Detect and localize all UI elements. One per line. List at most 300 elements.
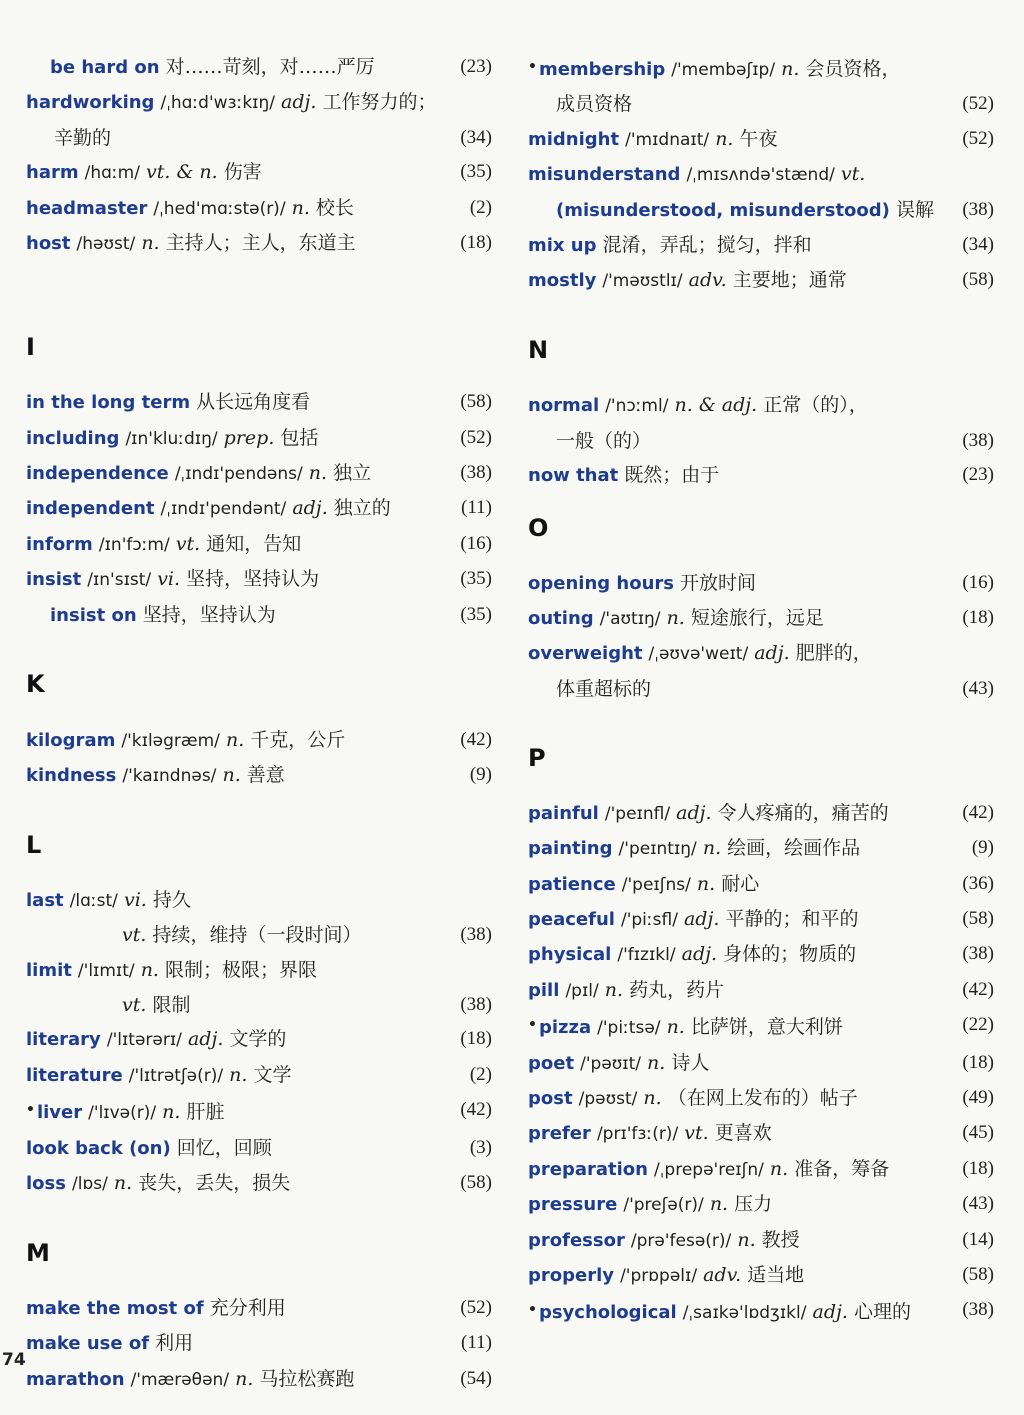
part-of-speech: vt. [840, 163, 866, 186]
entry-body [26, 155, 460, 190]
part-of-speech: vt. [175, 532, 201, 555]
definition: 短途旅行，远足 [690, 607, 824, 630]
glossary-entry [528, 263, 994, 298]
definition: 校长 [315, 196, 354, 219]
entry-body [556, 672, 962, 706]
page-reference: (38) [962, 1299, 994, 1321]
headword: look back (on) [26, 1137, 171, 1159]
section-letter: M [26, 1238, 50, 1267]
entry-body [556, 193, 962, 228]
part-of-speech: n. [666, 1016, 685, 1039]
page-reference: (42) [460, 1099, 492, 1121]
page-reference: (42) [460, 728, 492, 750]
entry-body [26, 421, 460, 456]
glossary-entry [26, 953, 492, 988]
entry-body [528, 122, 962, 157]
headword: independent [26, 498, 155, 520]
part-of-speech: n. [643, 1086, 662, 1109]
entry-body [26, 562, 460, 597]
page-reference: (58) [962, 1263, 994, 1285]
part-of-speech: vt. & n. [146, 161, 218, 184]
entry-body [528, 1152, 962, 1187]
page-reference: (58) [962, 269, 994, 291]
headword: literary [26, 1029, 101, 1051]
part-of-speech: n. [140, 958, 159, 981]
page-number: 74 [2, 1350, 26, 1370]
entry-body [26, 1022, 460, 1057]
entry-body [528, 937, 962, 972]
phonetic: /lɒs/ [72, 1173, 108, 1194]
entry-continuation [528, 193, 994, 228]
glossary-entry [26, 226, 492, 261]
definition: 会员资格， [805, 58, 901, 80]
definition: 更喜欢 [714, 1122, 772, 1145]
glossary-entry [528, 831, 994, 866]
glossary-entry [26, 385, 492, 420]
entry-body [528, 902, 962, 937]
definition: 既然；由于 [624, 464, 720, 487]
headword: in the long term [26, 392, 191, 414]
spacer [26, 793, 492, 827]
definition: 开放时间 [680, 571, 757, 594]
page-reference: (54) [460, 1367, 492, 1389]
page-reference: (35) [460, 161, 492, 183]
phonetic: /'mærəθən/ [130, 1369, 230, 1390]
part-of-speech: n. [666, 607, 685, 630]
entry-body [26, 191, 470, 226]
entry-body [528, 636, 994, 671]
entry-body [528, 796, 962, 831]
spacer [528, 299, 994, 333]
page-reference: (43) [962, 1193, 994, 1215]
page-reference: (18) [460, 232, 492, 254]
definition: 辛勤的 [54, 126, 112, 149]
definition: 独立的 [333, 497, 391, 520]
definition: 适当地 [747, 1263, 805, 1286]
page-reference: (36) [962, 872, 994, 894]
part-of-speech: n. [308, 462, 328, 485]
definition: 充分利用 [209, 1296, 286, 1319]
headword: independence [26, 463, 169, 485]
part-of-speech: adv. [703, 1263, 742, 1286]
page-reference: (38) [460, 924, 492, 946]
entry-continuation [528, 87, 994, 121]
definition: 肝脏 [186, 1101, 225, 1124]
headword: make the most of [26, 1297, 204, 1319]
definition: 包括 [280, 426, 319, 449]
headword: pizza [538, 1017, 592, 1039]
page-reference: (11) [461, 1332, 492, 1354]
definition: 独立 [333, 462, 372, 485]
part-of-speech: adj. [812, 1301, 848, 1324]
phonetic: /lɑːst/ [69, 890, 118, 911]
section-letter: L [26, 830, 42, 859]
part-of-speech: n. [225, 728, 245, 751]
right-column [528, 50, 994, 1331]
entry-body [556, 87, 962, 121]
definition: 心理的 [854, 1301, 912, 1324]
headword: mix up [528, 235, 597, 257]
glossary-entry [26, 421, 492, 456]
phonetic: /hɑːm/ [84, 163, 140, 184]
part-of-speech: n. [113, 1171, 133, 1194]
definition: 成员资格 [556, 93, 633, 116]
page-reference: (11) [461, 497, 492, 519]
headword: literature [26, 1064, 123, 1086]
entry-body [26, 758, 470, 793]
headword: prefer [528, 1123, 591, 1145]
page-reference: (45) [962, 1122, 994, 1144]
glossary-entry [528, 937, 994, 972]
page-reference: (2) [469, 1063, 492, 1085]
headword: peaceful [528, 908, 615, 930]
definition: 比萨饼，意大利饼 [690, 1016, 843, 1039]
headword: patience [528, 873, 616, 895]
page-reference: (38) [460, 462, 492, 484]
page-reference: (42) [962, 978, 994, 1000]
headword: make use of [26, 1333, 150, 1355]
glossary-entry [26, 758, 492, 793]
page-reference: (14) [962, 1228, 994, 1250]
glossary-entry [528, 636, 994, 671]
entry-body [54, 121, 460, 155]
part-of-speech: n. [709, 1193, 729, 1216]
definition: 午夜 [739, 127, 778, 150]
glossary-entry [26, 1362, 492, 1397]
phonetic: /ˌəʊvə'weɪt/ [648, 644, 749, 665]
phonetic: /'kɪləgræm/ [121, 730, 220, 751]
headword: normal [528, 395, 600, 417]
glossary-entry [528, 228, 994, 263]
headword: insist [26, 569, 82, 591]
phonetic: /'nɔːml/ [605, 396, 669, 417]
glossary-entry [26, 491, 492, 526]
headword: loss [26, 1172, 66, 1194]
section-letter: P [528, 743, 546, 772]
definition: 主持人；主人，东道主 [165, 232, 356, 255]
glossary-entry [528, 50, 994, 87]
headword: overweight [528, 643, 643, 665]
glossary-entry [528, 973, 994, 1008]
part-of-speech: adj. [292, 497, 328, 520]
phonetic: /'peɪnfl/ [604, 803, 671, 824]
glossary-entry [26, 456, 492, 491]
page-reference: (16) [962, 571, 994, 593]
glossary-entry [26, 85, 492, 120]
phonetic: /'məʊstlɪ/ [602, 271, 683, 292]
entry-body [528, 157, 994, 192]
definition: 伤害 [223, 161, 262, 184]
spacer [528, 706, 994, 740]
page-reference: (3) [469, 1136, 492, 1158]
phonetic: /ˌsaɪkə'lɒdʒɪkl/ [682, 1303, 807, 1324]
definition: 耐心 [721, 872, 760, 895]
headword: outing [528, 608, 594, 630]
headword: pressure [528, 1194, 618, 1216]
headword: hardworking [26, 92, 155, 114]
headword: be hard on [50, 57, 160, 78]
page-reference: (43) [962, 677, 994, 699]
glossary-entry [26, 988, 492, 1022]
phonetic: /ˌprepə'reɪʃn/ [654, 1159, 764, 1180]
spacer [26, 1201, 492, 1235]
definition: 身体的；物质的 [723, 943, 857, 966]
definition: 通知，告知 [206, 532, 302, 555]
entry-body [26, 85, 492, 120]
page-reference: (16) [460, 532, 492, 554]
glossary-entry [26, 1131, 492, 1166]
inflected-forms: (misunderstood, misunderstood) [556, 199, 890, 221]
headword: kilogram [26, 729, 116, 751]
definition: 工作努力的； [322, 91, 437, 114]
definition: 持续，维持（一段时间） [152, 924, 362, 947]
definition: 教授 [761, 1228, 800, 1251]
headword: psychological [538, 1302, 677, 1324]
part-of-speech: adj. [187, 1028, 224, 1051]
page-reference: (18) [460, 1028, 492, 1050]
entry-body [26, 1131, 470, 1166]
headword: limit [26, 959, 72, 981]
definition: 丧失，丢失，损失 [138, 1171, 291, 1194]
part-of-speech: adj. [281, 91, 317, 114]
page-reference: (18) [962, 1157, 994, 1179]
headword: painting [528, 838, 613, 860]
page-reference: (52) [460, 426, 492, 448]
phonetic: /ˌɪndɪ'pendənt/ [160, 499, 287, 520]
headword: headmaster [26, 197, 148, 219]
definition: 压力 [734, 1193, 773, 1216]
entry-body [50, 598, 460, 633]
page-reference: (18) [962, 1051, 994, 1073]
spacer [26, 633, 492, 667]
page-reference: (49) [962, 1086, 994, 1108]
entry-body [528, 228, 962, 263]
phonetic: /həʊst/ [76, 234, 136, 255]
definition: 回忆，回顾 [176, 1136, 272, 1159]
definition: 从长远角度看 [196, 391, 311, 414]
part-of-speech: adv. [688, 269, 727, 292]
page-reference: (42) [962, 801, 994, 823]
phonetic: /'aʊtɪŋ/ [599, 609, 661, 630]
page-reference: (52) [962, 127, 994, 149]
headword: kindness [26, 764, 117, 786]
page-reference: (38) [962, 198, 994, 220]
headword: opening hours [528, 572, 674, 594]
headword: harm [26, 162, 79, 184]
phonetic: /'peɪʃns/ [621, 874, 691, 895]
headword: post [528, 1087, 573, 1109]
headword: mostly [528, 270, 597, 292]
entry-body [26, 491, 461, 526]
part-of-speech: n. [737, 1228, 756, 1251]
glossary-entry [26, 1326, 492, 1361]
definition: 误解 [895, 198, 934, 221]
page-reference: (58) [460, 391, 492, 413]
headword: painful [528, 802, 599, 824]
entry-body [528, 458, 962, 493]
definition: 坚持，坚持认为 [186, 568, 320, 591]
definition: 主要地；通常 [732, 269, 847, 292]
glossary-entry [26, 155, 492, 190]
entry-body [528, 1046, 962, 1081]
phonetic: /pɪl/ [565, 980, 599, 1001]
part-of-speech: n. [769, 1157, 789, 1180]
phonetic: /'membəʃɪp/ [671, 60, 776, 80]
definition: 药丸，药片 [629, 978, 725, 1001]
phonetic: /ˌhɑːd'wɜːkɪŋ/ [160, 93, 275, 114]
glossary-entry [528, 388, 994, 423]
glossary-entry [26, 1058, 492, 1093]
section-letter: N [528, 336, 549, 365]
entry-body [528, 973, 962, 1008]
page-reference: (35) [460, 568, 492, 590]
entry-body [528, 1293, 962, 1330]
page-reference: (22) [962, 1014, 994, 1036]
phonetic: /'lɪmɪt/ [77, 960, 135, 981]
part-of-speech: n. [291, 196, 310, 219]
part-of-speech: n. [647, 1051, 666, 1074]
spacer [528, 493, 994, 510]
glossary-entry [528, 867, 994, 902]
page-reference: (34) [460, 126, 492, 148]
definition: 坚持，坚持认为 [142, 603, 276, 626]
entry-body [26, 723, 460, 758]
glossary-entry [26, 527, 492, 562]
part-of-speech: n. [141, 232, 160, 255]
part-of-speech: vi. [123, 888, 147, 911]
phonetic: /'piːsfl/ [620, 909, 678, 930]
definition: 肥胖的， [795, 642, 872, 665]
glossary-entry [528, 1187, 994, 1222]
glossary-entry [528, 902, 994, 937]
phonetic: /ɪn'sɪst/ [87, 570, 152, 591]
part-of-speech: n. [702, 837, 722, 860]
headword: properly [528, 1264, 615, 1286]
phonetic: /prə'fesə(r)/ [630, 1230, 732, 1251]
definition: 诗人 [671, 1051, 710, 1074]
definition: 持久 [152, 888, 191, 911]
page-reference: (9) [971, 837, 994, 859]
glossary-entry [528, 1116, 994, 1151]
part-of-speech: adj. [754, 642, 790, 665]
page-reference: (52) [962, 93, 994, 115]
part-of-speech: n. & adj. [674, 394, 758, 417]
entry-body [528, 388, 994, 423]
left-column [26, 50, 492, 1397]
entry-continuation [26, 121, 492, 155]
entry-body [122, 988, 460, 1022]
page-reference: (18) [962, 607, 994, 629]
part-of-speech: vt. [122, 993, 147, 1016]
definition: 令人疼痛的，痛苦的 [717, 801, 889, 824]
entry-continuation [528, 672, 994, 706]
headword: pill [528, 979, 560, 1001]
page-reference: (9) [469, 763, 492, 785]
definition: 平静的；和平的 [725, 907, 859, 930]
phonetic: /'mɪdnaɪt/ [625, 129, 710, 150]
entry-continuation [528, 424, 994, 458]
part-of-speech: n. [715, 127, 734, 150]
entry-body [26, 1166, 460, 1201]
part-of-speech: n. [781, 58, 800, 80]
entry-body [528, 1187, 962, 1222]
phonetic: /'peɪntɪŋ/ [618, 839, 697, 860]
entry-body [26, 1326, 461, 1361]
part-of-speech: vt. [122, 924, 147, 947]
phonetic: /ˌɪndɪ'pendəns/ [174, 464, 303, 485]
glossary-entry [26, 723, 492, 758]
entry-body [528, 601, 962, 636]
entry-body [26, 1362, 460, 1397]
definition: 一般（的） [556, 429, 652, 452]
phonetic: /'pəʊɪt/ [580, 1053, 641, 1074]
entry-body [26, 226, 460, 261]
part-of-speech: n. [222, 763, 241, 786]
headword: preparation [528, 1158, 648, 1180]
part-of-speech: prep. [223, 426, 275, 449]
headword: last [26, 889, 64, 911]
definition: （在网上发布的）帖子 [667, 1086, 858, 1109]
glossary-entry [26, 1093, 492, 1130]
page-reference: (58) [962, 907, 994, 929]
glossary-entry [528, 601, 994, 636]
phonetic: /ɪn'fɔːm/ [98, 534, 170, 555]
section-letter: O [528, 513, 549, 542]
phonetic: /'lɪtrətʃə(r)/ [128, 1065, 224, 1086]
definition: 准备，筹备 [794, 1157, 890, 1180]
headword: membership [538, 59, 666, 80]
glossary-entry [528, 796, 994, 831]
phonetic: /'lɪvə(r)/ [88, 1103, 157, 1124]
phonetic: /prɪ'fɜː(r)/ [596, 1124, 679, 1145]
headword: midnight [528, 128, 620, 150]
phonetic: /'lɪtərərɪ/ [106, 1030, 182, 1051]
part-of-speech: adj. [676, 801, 712, 824]
entry-body [528, 1116, 962, 1151]
part-of-speech: vt. [684, 1122, 709, 1145]
page-reference: (2) [469, 196, 492, 218]
headword: inform [26, 533, 93, 555]
phonetic: /pəʊst/ [578, 1088, 638, 1109]
headword: poet [528, 1052, 575, 1074]
glossary-entry [26, 918, 492, 952]
entry-body [26, 385, 460, 420]
entry-body [26, 883, 492, 918]
entry-body [528, 831, 972, 866]
phonetic: /ˌmɪsʌndə'stænd/ [686, 165, 835, 186]
entry-body [26, 456, 460, 491]
definition: 体重超标的 [556, 677, 652, 700]
part-of-speech: n. [604, 978, 624, 1001]
part-of-speech: adj. [681, 943, 718, 966]
headword: including [26, 427, 120, 449]
glossary-entry [528, 1258, 994, 1293]
entry-body [26, 1058, 470, 1093]
glossary-entry [528, 122, 994, 157]
phonetic: /'preʃə(r)/ [623, 1195, 704, 1216]
entry-body [528, 867, 962, 902]
phonetic: /'prɒpəlɪ/ [620, 1265, 698, 1286]
definition: 混淆，弄乱；搅匀，拌和 [602, 234, 812, 257]
phonetic: /'fɪzɪkl/ [617, 945, 676, 966]
entry-body [528, 1258, 962, 1293]
entry-body [528, 1223, 962, 1258]
entry-body [528, 50, 994, 87]
glossary-entry [528, 1081, 994, 1116]
entry-body [26, 527, 460, 562]
glossary-entry [26, 1291, 492, 1326]
page-reference: (58) [460, 1171, 492, 1193]
